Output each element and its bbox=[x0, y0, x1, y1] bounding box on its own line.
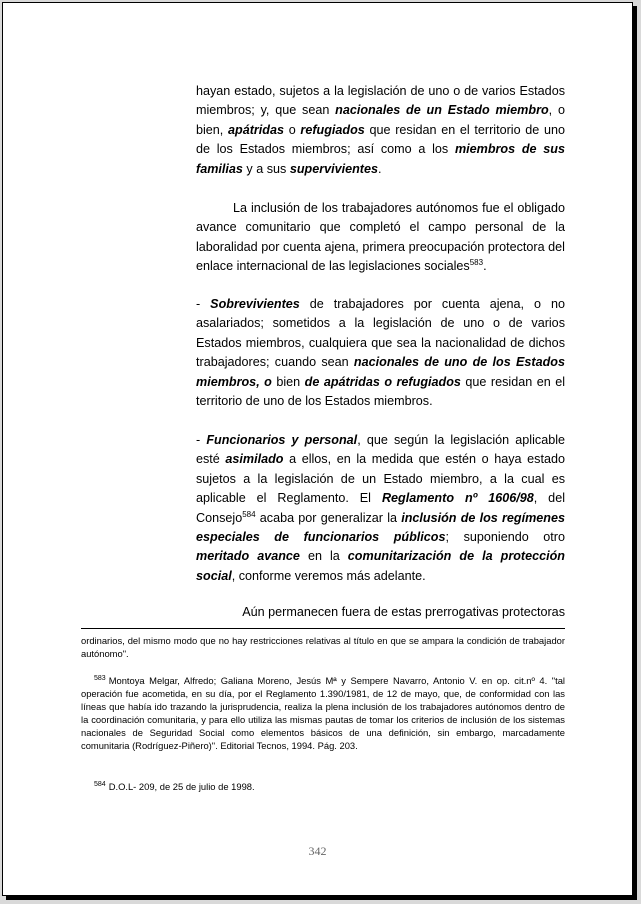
footnote-583 bbox=[81, 675, 565, 752]
text: - bbox=[196, 297, 211, 311]
emphasis: miembros de sus familias bbox=[196, 142, 565, 176]
emphasis: nacionales de un Estado miembro bbox=[335, 103, 549, 118]
text: y a sus bbox=[242, 161, 290, 176]
text: , que según la legislación aplicable esté bbox=[196, 433, 566, 467]
paragraph-5 bbox=[196, 603, 565, 622]
text: en la bbox=[299, 549, 348, 564]
emphasis: comunitarización de la protección social bbox=[196, 549, 565, 583]
text: Aún permanecen fuera de estas prerrogativas protectoras bbox=[242, 605, 565, 619]
text: La inclusión de los trabajadores autónomos fue el obligado avance comunitario que completó el campo personal de la laboralidad por cuenta ajena, primera preocupación protectora del enlace internacional de las legislaciones sociales bbox=[196, 201, 565, 274]
text: que residan en el territorio de uno de los Estados miembros. bbox=[196, 374, 565, 409]
page-number: 342 bbox=[308, 844, 327, 858]
text: ordinarios, del mismo modo que no hay restricciones relativas al título en que se ampara la condición de trabajador autónomo". bbox=[81, 635, 565, 659]
footnote-number: 583 bbox=[94, 674, 106, 682]
text: de trabajadores por cuenta ajena, o no asalariados; sometidos a la legislación de uno o de varios Estados miembros, cualquiera que sea la nacionalidad de dichos trabajadores; cuando sean bbox=[196, 297, 565, 370]
emphasis: asimilado bbox=[225, 452, 284, 467]
paragraph-4 bbox=[196, 431, 565, 586]
paragraph-1 bbox=[196, 82, 565, 179]
footnote-number: 584 bbox=[94, 780, 106, 788]
text: a ellos, en la medida que estén o haya estado sujetos a la legislación de un Estado miembro, a la cual es aplicable el Reglamento. El bbox=[196, 452, 565, 506]
emphasis: supervivientes bbox=[289, 161, 379, 176]
footnote-text: Montoya Melgar, Alfredo; Galiana Moreno, Jesús Mª y Sempere Navarro, Antonio V. en op. cit.nº 4. "tal operación fue acometida, en su día, por el Reglamento 1.390/1981, de 12 de mayo, que, de conformidad con las líneas que había ido trazando la jurisprudencia, realiza la plena inclusión de los trabajadores autónomos dentro de la coordinación comunitaria, y para ello utiliza las mismas pautas de tomar los criterios de inclusión de los sistemas nacionales de Seguridad Social como elementos básicos de una definición, sin embargo, marcadamente comunitaria (Rodríguez-Piñero)". Editorial Tecnos, 1994. Pág. 203. bbox=[81, 675, 565, 751]
text: o bbox=[284, 122, 301, 137]
emphasis: meritado avance bbox=[196, 549, 300, 564]
text: que residan en el territorio de uno de los Estados miembros; así como a los bbox=[196, 122, 566, 157]
emphasis: Sobrevivientes bbox=[210, 297, 300, 311]
footnote-584 bbox=[81, 781, 565, 794]
paragraph-2 bbox=[196, 199, 565, 277]
emphasis: apátridas bbox=[228, 122, 285, 137]
text: . bbox=[378, 161, 382, 176]
text: , o bien, bbox=[196, 103, 565, 137]
footnote-ref-583[interactable]: 583 bbox=[469, 258, 484, 268]
text: ; suponiendo otro bbox=[445, 530, 566, 545]
paragraph-3 bbox=[196, 295, 565, 411]
emphasis: Reglamento nº 1606/98 bbox=[381, 491, 534, 506]
footnote-text: D.O.L- 209, de 25 de julio de 1998. bbox=[108, 781, 255, 792]
emphasis: refugiados bbox=[300, 122, 365, 137]
text: , del Consejo bbox=[196, 491, 565, 525]
text: bien bbox=[271, 374, 305, 389]
emphasis: nacionales de uno de los Estados miembros, o bbox=[196, 355, 565, 389]
emphasis: inclusión de los regímenes especiales de funcionarios públicos bbox=[196, 510, 565, 545]
text: hayan estado, sujetos a la legislación de uno o de varios Estados miembros; y, que sean bbox=[196, 84, 565, 118]
document-page bbox=[2, 2, 633, 896]
footnote-continuation bbox=[81, 635, 565, 661]
emphasis: de apátridas o refugiados bbox=[304, 374, 461, 389]
footnote-separator bbox=[81, 628, 565, 629]
text: , conforme veremos más adelante. bbox=[231, 568, 426, 583]
text: . bbox=[483, 259, 487, 274]
text: - bbox=[196, 433, 207, 447]
footnote-ref-584[interactable]: 584 bbox=[242, 509, 256, 519]
text: acaba por generalizar la bbox=[255, 510, 402, 525]
emphasis: Funcionarios y personal bbox=[206, 433, 358, 447]
